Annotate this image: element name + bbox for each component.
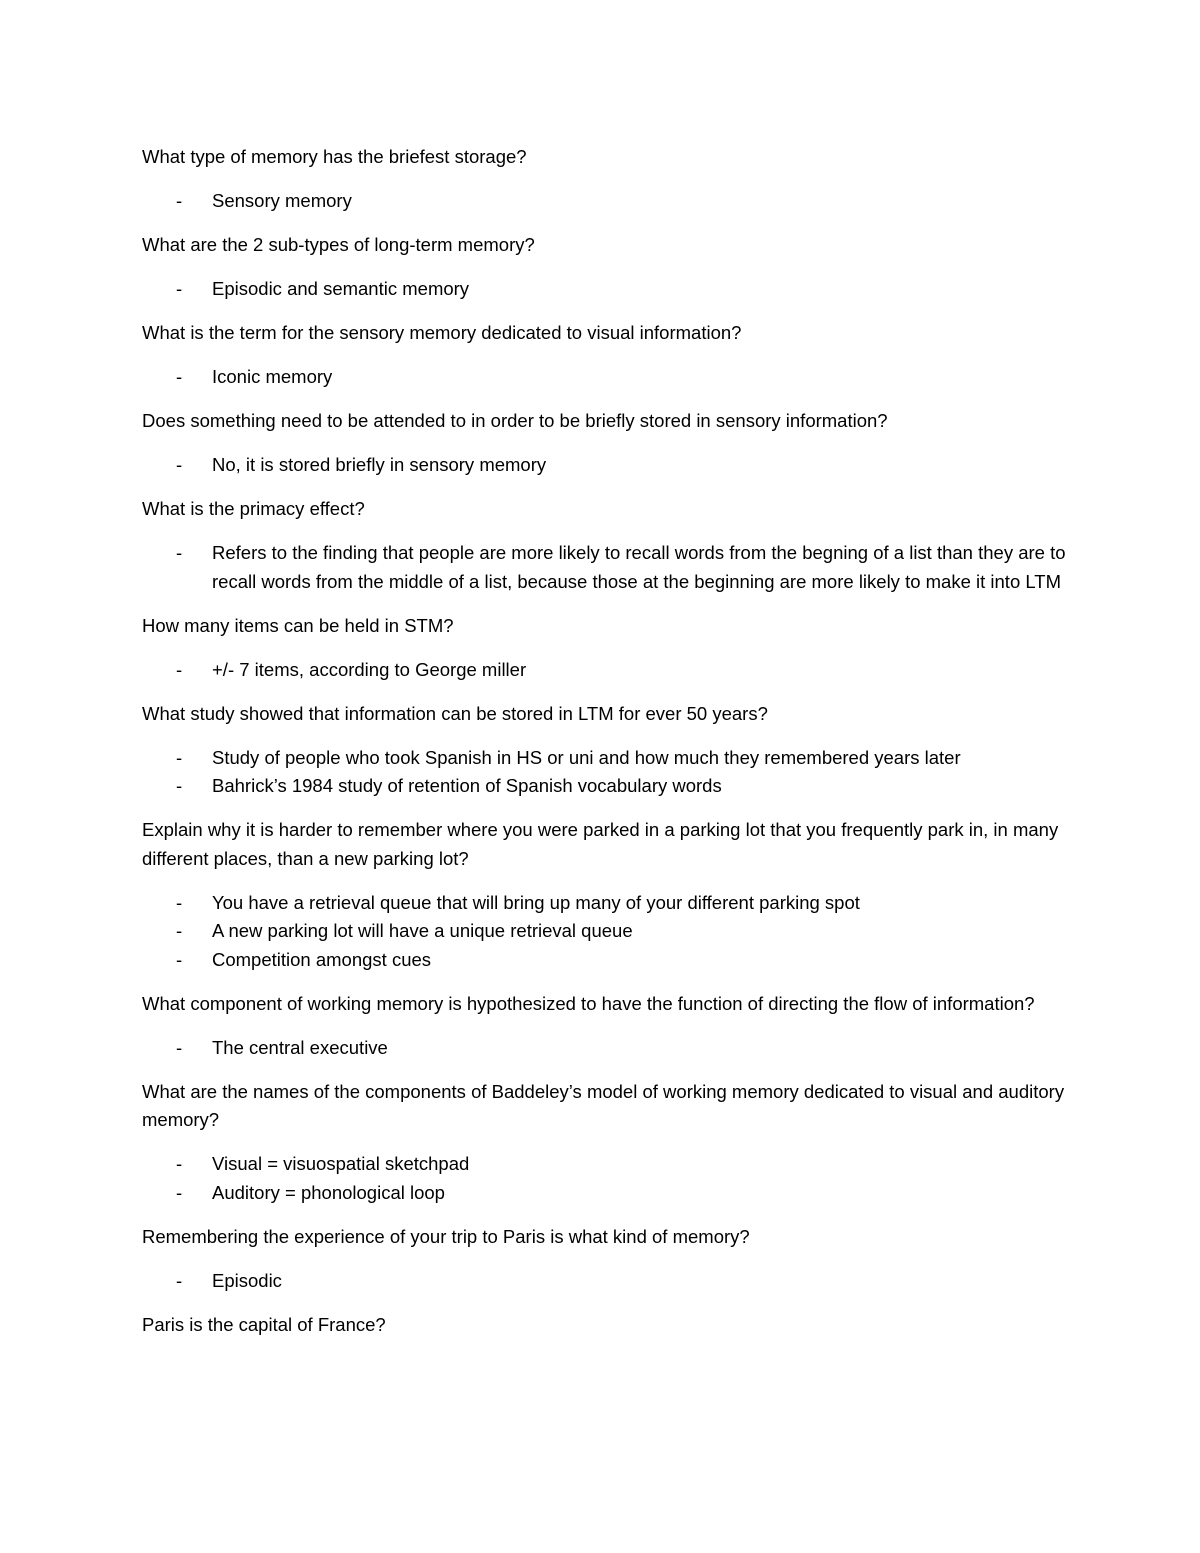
answer-list <box>142 451 1072 480</box>
answer-text: No, it is stored briefly in sensory memory <box>212 454 547 475</box>
answer-item <box>142 772 1072 801</box>
answer-item <box>142 656 1072 685</box>
answer-list <box>142 363 1072 392</box>
answer-item <box>142 363 1072 392</box>
answer-list <box>142 275 1072 304</box>
answer-item <box>142 946 1072 975</box>
answer-text: A new parking lot will have a unique retrieval queue <box>212 920 633 941</box>
question-text: What are the names of the components of Baddeley’s model of working memory dedicated to visual and auditory memory? <box>142 1080 1065 1130</box>
answer-item <box>142 451 1072 480</box>
question-text: What is the term for the sensory memory dedicated to visual information? <box>142 322 742 343</box>
dash-bullet-icon: - <box>176 454 183 475</box>
answer-text: Competition amongst cues <box>212 948 432 970</box>
answer-list <box>142 1150 1072 1207</box>
question-text: Paris is the capital of France? <box>142 1313 386 1335</box>
answer-text: Study of people who took Spanish in HS or uni and how much they remembered years later <box>212 746 961 768</box>
question-text: Does something need to be attended to in order to be briefly stored in sensory information? <box>142 410 888 431</box>
answer-list <box>142 1034 1072 1063</box>
answer-text: Sensory memory <box>212 190 352 211</box>
dash-bullet-icon: - <box>176 746 183 768</box>
answer-item <box>142 539 1072 596</box>
dash-bullet-icon: - <box>176 775 183 796</box>
dash-bullet-icon: - <box>176 948 183 970</box>
dash-bullet-icon: - <box>176 891 183 913</box>
answer-list <box>142 187 1072 216</box>
dash-bullet-icon: - <box>176 658 183 680</box>
dash-bullet-icon: - <box>176 1036 183 1058</box>
answer-list <box>142 656 1072 685</box>
answer-item <box>142 1150 1072 1179</box>
answer-item <box>142 1179 1072 1208</box>
answer-text: +/- 7 items, according to George miller <box>212 658 527 680</box>
question-text: What type of memory has the briefest storage? <box>142 146 527 167</box>
dash-bullet-icon: - <box>176 920 183 941</box>
answer-item <box>142 889 1072 918</box>
dash-bullet-icon: - <box>176 190 183 211</box>
answer-text: Episodic and semantic memory <box>212 278 470 299</box>
answer-list <box>142 1267 1072 1296</box>
dash-bullet-icon: - <box>176 278 183 299</box>
answer-item <box>142 187 1072 216</box>
answer-text: Refers to the finding that people are more likely to recall words from the begning of a list than they are to recall words from the middle of a list, because those at the beginning are more likely to make it into LTM <box>212 542 1066 592</box>
dash-bullet-icon: - <box>176 542 183 563</box>
answer-text: Visual = visuospatial sketchpad <box>212 1153 470 1174</box>
question-text: Remembering the experience of your trip to Paris is what kind of memory? <box>142 1225 750 1247</box>
answer-list <box>142 889 1072 975</box>
answer-text: Auditory = phonological loop <box>212 1181 445 1203</box>
dash-bullet-icon: - <box>176 1181 183 1203</box>
answer-text: Bahrick’s 1984 study of retention of Spanish vocabulary words <box>212 775 722 796</box>
question-text: What are the 2 sub-types of long-term memory? <box>142 234 535 255</box>
answer-item <box>142 917 1072 946</box>
question-text: What component of working memory is hypothesized to have the function of directing the flow of information? <box>142 992 1035 1014</box>
dash-bullet-icon: - <box>176 1269 183 1291</box>
question-text: Explain why it is harder to remember where you were parked in a parking lot that you frequently park in, in many different places, than a new parking lot? <box>142 819 1059 869</box>
answer-text: The central executive <box>212 1036 388 1058</box>
answer-item <box>142 744 1072 773</box>
answer-item <box>142 1034 1072 1063</box>
answer-list <box>142 744 1072 801</box>
question-text: What study showed that information can be stored in LTM for ever 50 years? <box>142 702 768 724</box>
answer-item <box>142 1267 1072 1296</box>
question-text: How many items can be held in STM? <box>142 614 454 636</box>
answer-list <box>142 539 1072 596</box>
answer-item <box>142 275 1072 304</box>
answer-text: Episodic <box>212 1269 282 1291</box>
question-text: What is the primacy effect? <box>142 498 365 519</box>
answer-text: You have a retrieval queue that will bring up many of your different parking spot <box>212 891 860 913</box>
document-body <box>142 143 1072 1355</box>
dash-bullet-icon: - <box>176 1153 183 1174</box>
answer-text: Iconic memory <box>212 366 333 387</box>
dash-bullet-icon: - <box>176 366 183 387</box>
